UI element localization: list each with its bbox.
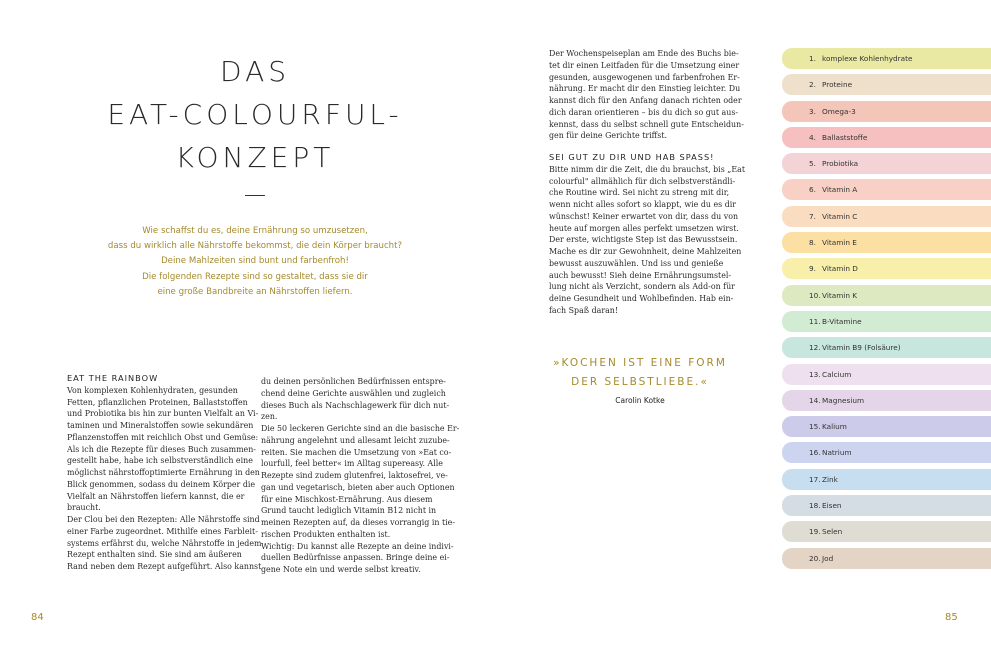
text-line: reiten. Sie machen die Umsetzung von »Eat co- — [261, 447, 452, 457]
nutrient-item — [782, 74, 991, 95]
nutrient-label: B-Vitamine — [822, 316, 862, 326]
nutrient-item — [782, 442, 991, 463]
nutrient-item — [782, 390, 991, 411]
text-line: und Probiotika bis hin zur bunten Vielfalt an Vi- — [67, 409, 259, 419]
nutrient-label: Natrium — [822, 448, 852, 458]
nutrient-number: 18. — [809, 501, 821, 511]
nutrient-label: Proteine — [822, 80, 853, 90]
nutrient-number: 9. — [809, 264, 816, 274]
nutrient-label: Vitamin C — [822, 211, 858, 221]
nutrient-item — [782, 179, 991, 200]
nutrient-item — [782, 127, 991, 148]
text-line: taminen und Mineralstoffen sowie sekundären — [67, 421, 254, 430]
text-line: für eine Mischkost-Ernährung. Aus diesem — [261, 494, 433, 504]
text-line: meinen Rezepten auf, da dieses vorrangig in tie- — [261, 518, 455, 527]
text-line: Rezept enthalten sind. Sie sind am äußeren — [67, 550, 242, 560]
nutrient-number: 1. — [809, 54, 816, 63]
text-line: deine Gesundheit und Wohlbefinden. Hab ein- — [549, 294, 734, 303]
text-line: nährung. Er macht dir den Einstieg leichter. Du — [549, 84, 741, 94]
nutrient-label: Probiotika — [822, 159, 859, 169]
nutrient-label: Vitamin B9 (Folsäure) — [822, 343, 901, 353]
nutrient-item — [782, 364, 991, 385]
middle-column-body — [261, 376, 460, 576]
text-line: heute auf morgen alles perfekt umsetzen wirst. — [549, 223, 739, 233]
nutrient-number: 5. — [809, 159, 816, 169]
text-line: du deinen persönlichen Bedürfnissen entspre- — [261, 377, 446, 386]
nutrient-number: 6. — [809, 185, 816, 195]
text-line: Rezepte sind zudem glutenfrei, laktosefrei, ve- — [261, 471, 448, 480]
nutrient-number: 20. — [809, 553, 821, 563]
text-line: kennst, dass du selbst schnell gute Entscheidun- — [549, 119, 744, 129]
nutrient-label: Jod — [822, 553, 834, 563]
text-line: Fetten, pflanzlichen Proteinen, Ballaststoffen — [67, 397, 248, 407]
text-line: Die 50 leckeren Gerichte sind an die basische Er- — [261, 424, 460, 433]
nutrient-label: Vitamin D — [822, 264, 858, 274]
nutrient-number: 11. — [809, 316, 821, 326]
nutrient-label: Kalium — [822, 422, 847, 432]
title-line: EAT-COLOURFUL- — [107, 98, 403, 131]
text-line: Als ich die Rezepte für dieses Buch zusammen- — [67, 444, 256, 454]
text-line: Pflanzenstoffen mit reichlich Obst und Gemüse: — [67, 432, 259, 442]
nutrient-item — [782, 285, 991, 306]
nutrient-number: 10. — [809, 290, 821, 300]
left-column-body — [67, 385, 262, 573]
intro-text — [80, 224, 430, 300]
nutrient-label: Ballaststoffe — [822, 132, 868, 142]
text-line: wünschst! Keiner erwartet von dir, dass du von — [549, 211, 739, 221]
nutrient-label: Vitamin K — [822, 290, 858, 300]
intro-line: Die folgenden Rezepte sind so gestaltet, dass sie dir — [142, 271, 368, 282]
text-line: dieses Buch als Nachschlagewerk für dich nut- — [261, 400, 450, 410]
nutrient-label: Magnesium — [822, 395, 865, 405]
intro-line: dass du wirklich alle Nährstoffe bekommst, die dein Körper braucht? — [107, 241, 403, 252]
right-column-top-body — [549, 48, 744, 142]
nutrient-item — [782, 101, 991, 122]
nutrient-label: Eisen — [822, 501, 842, 511]
title-divider — [245, 195, 265, 196]
text-line: kannst dich für den Anfang danach richten oder — [549, 96, 742, 105]
nutrient-item — [782, 258, 991, 279]
right-column-bottom — [549, 152, 745, 317]
nutrient-number: 2. — [809, 80, 816, 90]
nutrient-number: 8. — [809, 238, 816, 248]
nutrient-item — [782, 232, 991, 253]
page-number-left: 84 — [31, 612, 44, 623]
text-line: lung nicht als Verzicht, sondern als Add-on für — [549, 282, 735, 292]
nutrient-item — [782, 311, 991, 332]
text-line: lourfull, feel better« im Alltag supereasy. Alle — [261, 459, 443, 469]
nutrient-number: 14. — [809, 395, 821, 405]
left-column — [67, 373, 262, 573]
text-line: Wichtig: Du kannst alle Rezepte an deine indivi- — [261, 541, 454, 551]
text-line: tet dir einen Leitfaden für die Umsetzung einer — [549, 60, 740, 70]
quote-line: DER SELBSTLIEBE.« — [571, 376, 709, 388]
text-line: Der Wochenspeiseplan am Ende des Buchs bie- — [549, 49, 739, 58]
nutrient-number: 17. — [809, 474, 821, 484]
nutrient-number: 16. — [809, 448, 821, 458]
nutrient-item — [782, 337, 991, 358]
text-line: Blick genommen, sodass du deinem Körper die — [67, 479, 256, 489]
text-line: gan und vegetarisch, bieten aber auch Optionen — [261, 482, 455, 492]
nutrient-label: Omega-3 — [822, 106, 856, 116]
text-line: einer Farbe zugeordnet. Mithilfe eines Farbleit- — [67, 526, 258, 536]
middle-column — [261, 376, 460, 576]
nutrient-number: 13. — [809, 369, 821, 379]
title-line: DAS — [220, 55, 290, 88]
nutrient-number: 3. — [809, 106, 816, 116]
text-line: nährung angelehnt und allesamt leicht zuzube- — [261, 435, 450, 445]
text-line: Vielfalt an Nährstoffen liefern kannst, die er — [67, 491, 245, 501]
text-line: dich daran orientieren – bis du dich so gut aus- — [549, 107, 739, 117]
text-line: Grund taucht lediglich Vitamin B12 nicht in — [261, 506, 437, 516]
section-heading-sei-gut: SEI GUT ZU DIR UND HAB SPASS! — [549, 152, 715, 162]
nutrient-number: 7. — [809, 211, 816, 221]
text-line: Der Clou bei den Rezepten: Alle Nährstoffe sind — [67, 515, 260, 524]
nutrient-item — [782, 416, 991, 437]
quote-line: »KOCHEN IST EINE FORM — [553, 357, 727, 369]
text-line: möglichst nährstoffoptimierte Ernährung in den — [67, 468, 260, 477]
right-column-bottom-body — [549, 164, 745, 317]
text-line: colourful" allmählich für dich selbstverständli- — [549, 176, 736, 186]
text-line: systems erfährst du, welche Nährstoffe in jedem — [67, 538, 262, 548]
nutrient-label: Calcium — [822, 369, 852, 379]
nutrient-label: komplexe Kohlenhydrate — [822, 54, 913, 63]
text-line: gestellt habe, habe ich selbstverständlich eine — [67, 456, 253, 466]
nutrient-item — [782, 206, 991, 227]
text-line: Bitte nimm dir die Zeit, die du brauchst, bis „Eat — [549, 164, 745, 174]
text-line: zen. — [261, 412, 278, 422]
quote-author: Carolin Kotke — [615, 396, 665, 405]
nutrient-item — [782, 153, 991, 174]
section-heading-eat-the-rainbow: EAT THE RAINBOW — [67, 373, 159, 383]
title-line: KONZEPT — [175, 141, 335, 174]
intro-line: Deine Mahlzeiten sind bunt und farbenfroh! — [161, 256, 349, 267]
nutrient-color-legend — [782, 48, 991, 574]
text-line: rischen Produkten enthalten ist. — [261, 529, 391, 539]
text-line: auch bewusst! Sieh deine Ernährungsumstel- — [549, 270, 732, 280]
pull-quote — [540, 354, 740, 405]
nutrient-item — [782, 521, 991, 542]
text-line: gene Note ein und werde selbst kreativ. — [261, 565, 421, 574]
text-line: bewusst auszuwählen. Und iss und genieße — [549, 258, 724, 268]
text-line: Von komplexen Kohlenhydraten, gesunden — [67, 385, 238, 395]
nutrient-number: 19. — [809, 527, 821, 537]
nutrient-label: Selen — [822, 527, 843, 537]
nutrient-item — [782, 469, 991, 490]
page-title — [100, 50, 410, 179]
text-line: braucht. — [67, 503, 101, 513]
nutrient-label: Vitamin A — [822, 185, 858, 195]
nutrient-number: 15. — [809, 422, 821, 432]
nutrient-label: Zink — [822, 474, 838, 484]
text-line: che Routine wird. Sei nicht zu streng mit dir, — [549, 188, 730, 198]
nutrient-number: 4. — [809, 132, 816, 142]
nutrient-number: 12. — [809, 343, 821, 353]
text-line: gesunden, ausgewogenen und farbenfrohen Er- — [549, 72, 740, 82]
nutrient-label: Vitamin E — [822, 238, 857, 248]
nutrient-item — [782, 495, 991, 516]
text-line: duellen Bedürfnisse anpassen. Bringe deine ei- — [261, 553, 450, 563]
text-line: Der erste, wichtigste Step ist das Bewusstsein. — [549, 235, 738, 245]
nutrient-item — [782, 548, 991, 569]
text-line: gen für deine Gerichte triffst. — [549, 131, 668, 141]
text-line: Mache es dir zur Gewohnheit, deine Mahlzeiten — [549, 247, 742, 256]
right-column-top — [549, 48, 744, 142]
text-line: wenn nicht alles sofort so klappt, wie du es dir — [549, 200, 737, 209]
text-line: Rand neben dem Rezept aufgeführt. Also kannst — [67, 562, 262, 571]
intro-line: eine große Bandbreite an Nährstoffen liefern. — [157, 286, 353, 297]
intro-line: Wie schaffst du es, deine Ernährung so umzusetzen, — [142, 226, 368, 236]
text-line: chend deine Gerichte auswählen und zugleich — [261, 388, 446, 398]
page-number-right: 85 — [945, 612, 958, 623]
text-line: fach Spaß daran! — [549, 305, 619, 315]
nutrient-item — [782, 48, 991, 69]
